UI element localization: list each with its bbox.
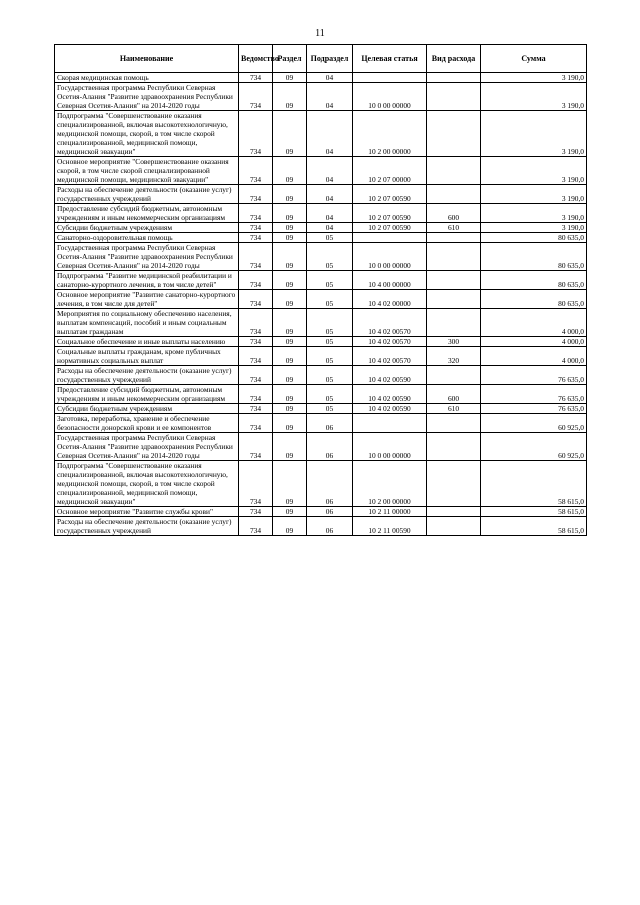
- cell-dept: 734: [239, 309, 273, 337]
- cell-sum: 80 635,0: [481, 243, 587, 271]
- table-row: [55, 233, 587, 243]
- cell-sum: 3 190,0: [481, 111, 587, 157]
- table-body: [55, 73, 587, 536]
- cell-section: 09: [273, 414, 307, 433]
- header-name: Наименование: [55, 45, 239, 73]
- cell-subsection: 05: [307, 404, 353, 414]
- cell-section: 09: [273, 385, 307, 404]
- cell-subsection: 04: [307, 157, 353, 185]
- table-row: [55, 414, 587, 433]
- cell-target: 10 2 11 00590: [353, 517, 427, 536]
- cell-target: 10 4 00 00000: [353, 271, 427, 290]
- cell-exp-type: [427, 461, 481, 507]
- cell-target: 10 2 00 00000: [353, 461, 427, 507]
- cell-name: Заготовка, переработка, хранение и обеспечение безопасности донорской крови и ее компонентов: [55, 414, 239, 433]
- cell-exp-type: 610: [427, 404, 481, 414]
- cell-subsection: 04: [307, 185, 353, 204]
- cell-sum: 76 635,0: [481, 366, 587, 385]
- cell-sum: 76 635,0: [481, 385, 587, 404]
- cell-target: 10 4 02 00000: [353, 290, 427, 309]
- cell-section: 09: [273, 433, 307, 461]
- cell-section: 09: [273, 204, 307, 223]
- table-row: [55, 157, 587, 185]
- cell-dept: 734: [239, 461, 273, 507]
- cell-subsection: 06: [307, 517, 353, 536]
- cell-dept: 734: [239, 233, 273, 243]
- cell-sum: 80 635,0: [481, 290, 587, 309]
- cell-dept: 734: [239, 271, 273, 290]
- cell-name: Расходы на обеспечение деятельности (оказание услуг) государственных учреждений: [55, 366, 239, 385]
- cell-name: Основное мероприятие "Совершенствование оказания скорой, в том числе скорой специализированной медицинской помощи, медицинской эвакуации": [55, 157, 239, 185]
- cell-name: Субсидии бюджетным учреждениям: [55, 223, 239, 233]
- cell-dept: 734: [239, 414, 273, 433]
- cell-target: 10 4 02 00590: [353, 366, 427, 385]
- cell-exp-type: 600: [427, 204, 481, 223]
- table-row: [55, 461, 587, 507]
- header-exp-type: Вид расхода: [427, 45, 481, 73]
- cell-dept: 734: [239, 517, 273, 536]
- cell-dept: 734: [239, 385, 273, 404]
- cell-subsection: 05: [307, 233, 353, 243]
- cell-sum: 80 635,0: [481, 271, 587, 290]
- header-subsection: Подраздел: [307, 45, 353, 73]
- cell-sum: 58 615,0: [481, 507, 587, 517]
- cell-target: 10 2 11 00000: [353, 507, 427, 517]
- cell-subsection: 04: [307, 73, 353, 83]
- cell-sum: 58 615,0: [481, 517, 587, 536]
- cell-exp-type: [427, 290, 481, 309]
- cell-exp-type: [427, 233, 481, 243]
- cell-dept: 734: [239, 507, 273, 517]
- cell-exp-type: [427, 271, 481, 290]
- cell-name: Основное мероприятие "Развитие санаторно-курортного лечения, в том числе для детей": [55, 290, 239, 309]
- table-row: [55, 347, 587, 366]
- cell-section: 09: [273, 517, 307, 536]
- cell-sum: 3 190,0: [481, 83, 587, 111]
- cell-sum: 3 190,0: [481, 204, 587, 223]
- cell-target: 10 2 00 00000: [353, 111, 427, 157]
- cell-section: 09: [273, 309, 307, 337]
- cell-section: 09: [273, 347, 307, 366]
- cell-exp-type: [427, 111, 481, 157]
- header-sum: Сумма: [481, 45, 587, 73]
- cell-name: Скорая медицинская помощь: [55, 73, 239, 83]
- cell-dept: 734: [239, 404, 273, 414]
- page-number: 11: [315, 28, 325, 39]
- cell-subsection: 05: [307, 309, 353, 337]
- cell-dept: 734: [239, 185, 273, 204]
- cell-sum: 80 635,0: [481, 233, 587, 243]
- table-row: [55, 337, 587, 347]
- cell-dept: 734: [239, 433, 273, 461]
- cell-sum: 60 925,0: [481, 414, 587, 433]
- cell-target: 10 4 02 00570: [353, 337, 427, 347]
- cell-target: [353, 233, 427, 243]
- table-row: [55, 366, 587, 385]
- cell-subsection: 05: [307, 290, 353, 309]
- cell-exp-type: [427, 157, 481, 185]
- table-row: [55, 385, 587, 404]
- cell-subsection: 05: [307, 347, 353, 366]
- cell-dept: 734: [239, 157, 273, 185]
- cell-section: 09: [273, 290, 307, 309]
- cell-name: Государственная программа Республики Северная Осетия-Алания "Развитие здравоохранения Республики Северная Осетия-Алания" на 2014-2020 годы: [55, 433, 239, 461]
- cell-subsection: 06: [307, 507, 353, 517]
- cell-subsection: 06: [307, 414, 353, 433]
- table-header-row: [55, 45, 587, 73]
- cell-section: 09: [273, 111, 307, 157]
- cell-subsection: 05: [307, 366, 353, 385]
- cell-exp-type: [427, 517, 481, 536]
- cell-exp-type: [427, 83, 481, 111]
- cell-subsection: 04: [307, 83, 353, 111]
- cell-exp-type: [427, 73, 481, 83]
- table-row: [55, 507, 587, 517]
- cell-name: Расходы на обеспечение деятельности (оказание услуг) государственных учреждений: [55, 185, 239, 204]
- cell-subsection: 04: [307, 204, 353, 223]
- budget-table: [54, 44, 587, 536]
- cell-sum: 60 925,0: [481, 433, 587, 461]
- cell-target: 10 0 00 00000: [353, 243, 427, 271]
- cell-target: 10 0 00 00000: [353, 433, 427, 461]
- cell-exp-type: [427, 185, 481, 204]
- cell-sum: 58 615,0: [481, 461, 587, 507]
- cell-sum: 4 000,0: [481, 309, 587, 337]
- cell-name: Социальное обеспечение и иные выплаты населению: [55, 337, 239, 347]
- table-row: [55, 83, 587, 111]
- cell-section: 09: [273, 337, 307, 347]
- cell-section: 09: [273, 83, 307, 111]
- table-row: [55, 404, 587, 414]
- cell-sum: 3 190,0: [481, 185, 587, 204]
- cell-subsection: 05: [307, 271, 353, 290]
- table-row: [55, 271, 587, 290]
- cell-section: 09: [273, 461, 307, 507]
- cell-subsection: 05: [307, 337, 353, 347]
- cell-section: 09: [273, 404, 307, 414]
- cell-exp-type: 600: [427, 385, 481, 404]
- table-row: [55, 517, 587, 536]
- cell-exp-type: 300: [427, 337, 481, 347]
- table-row: [55, 111, 587, 157]
- cell-dept: 734: [239, 111, 273, 157]
- cell-section: 09: [273, 507, 307, 517]
- table-row: [55, 223, 587, 233]
- cell-section: 09: [273, 157, 307, 185]
- cell-exp-type: [427, 414, 481, 433]
- cell-section: 09: [273, 185, 307, 204]
- cell-name: Субсидии бюджетным учреждениям: [55, 404, 239, 414]
- table-row: [55, 73, 587, 83]
- cell-subsection: 05: [307, 243, 353, 271]
- cell-section: 09: [273, 223, 307, 233]
- cell-name: Мероприятия по социальному обеспечению населения, выплатам компенсаций, пособий и иным социальным выплатам гражданам: [55, 309, 239, 337]
- cell-dept: 734: [239, 204, 273, 223]
- header-section: Раздел: [273, 45, 307, 73]
- cell-target: 10 4 02 00570: [353, 347, 427, 366]
- cell-name: Подпрограмма "Совершенствование оказания специализированной, включая высокотехнологичную, медицинской помощи, скорой, в том числе скорой специализированной, медицинской помощи, медицинской эвакуации": [55, 111, 239, 157]
- table-row: [55, 185, 587, 204]
- cell-target: [353, 73, 427, 83]
- cell-dept: 734: [239, 83, 273, 111]
- table-row: [55, 290, 587, 309]
- cell-exp-type: [427, 433, 481, 461]
- cell-target: 10 2 07 00590: [353, 185, 427, 204]
- cell-name: Предоставление субсидий бюджетным, автономным учреждениям и иным некоммерческим организациям: [55, 204, 239, 223]
- table-row: [55, 433, 587, 461]
- cell-section: 09: [273, 73, 307, 83]
- cell-name: Подпрограмма "Развитие медицинской реабилитации и санаторно-курортного лечения, в том числе детей": [55, 271, 239, 290]
- cell-subsection: 04: [307, 111, 353, 157]
- cell-sum: 3 190,0: [481, 73, 587, 83]
- cell-subsection: 06: [307, 433, 353, 461]
- cell-dept: 734: [239, 243, 273, 271]
- cell-name: Расходы на обеспечение деятельности (оказание услуг) государственных учреждений: [55, 517, 239, 536]
- cell-exp-type: [427, 366, 481, 385]
- cell-section: 09: [273, 233, 307, 243]
- cell-dept: 734: [239, 290, 273, 309]
- cell-dept: 734: [239, 73, 273, 83]
- table-row: [55, 243, 587, 271]
- table-row: [55, 309, 587, 337]
- cell-exp-type: [427, 243, 481, 271]
- cell-dept: 734: [239, 347, 273, 366]
- cell-name: Санаторно-оздоровительная помощь: [55, 233, 239, 243]
- cell-target: 10 2 07 00000: [353, 157, 427, 185]
- cell-name: Социальные выплаты гражданам, кроме публичных нормативных социальных выплат: [55, 347, 239, 366]
- cell-subsection: 04: [307, 223, 353, 233]
- cell-section: 09: [273, 271, 307, 290]
- cell-name: Государственная программа Республики Северная Осетия-Алания "Развитие здравоохранения Республики Северная Осетия-Алания" на 2014-2020 годы: [55, 83, 239, 111]
- cell-name: Подпрограмма "Совершенствование оказания специализированной, включая высокотехнологичную, медицинской помощи, скорой, в том числе скорой специализированной, медицинской помощи, медицинской эвакуации": [55, 461, 239, 507]
- cell-section: 09: [273, 366, 307, 385]
- cell-target: 10 4 02 00590: [353, 385, 427, 404]
- cell-exp-type: [427, 309, 481, 337]
- cell-section: 09: [273, 243, 307, 271]
- table-row: [55, 204, 587, 223]
- header-target: Целевая статья: [353, 45, 427, 73]
- cell-exp-type: 610: [427, 223, 481, 233]
- cell-target: 10 2 07 00590: [353, 223, 427, 233]
- cell-subsection: 05: [307, 385, 353, 404]
- cell-sum: 3 190,0: [481, 223, 587, 233]
- cell-target: 10 4 02 00590: [353, 404, 427, 414]
- cell-target: 10 2 07 00590: [353, 204, 427, 223]
- cell-exp-type: 320: [427, 347, 481, 366]
- cell-sum: 4 000,0: [481, 337, 587, 347]
- cell-subsection: 06: [307, 461, 353, 507]
- cell-target: 10 4 02 00570: [353, 309, 427, 337]
- cell-dept: 734: [239, 337, 273, 347]
- cell-name: Государственная программа Республики Северная Осетия-Алания "Развитие здравоохранения Республики Северная Осетия-Алания" на 2014-2020 годы: [55, 243, 239, 271]
- cell-name: Предоставление субсидий бюджетным, автономным учреждениям и иным некоммерческим организациям: [55, 385, 239, 404]
- cell-sum: 3 190,0: [481, 157, 587, 185]
- cell-target: 10 0 00 00000: [353, 83, 427, 111]
- cell-name: Основное мероприятие "Развитие службы крови": [55, 507, 239, 517]
- cell-sum: 76 635,0: [481, 404, 587, 414]
- header-dept: Ведомство: [239, 45, 273, 73]
- cell-exp-type: [427, 507, 481, 517]
- cell-dept: 734: [239, 223, 273, 233]
- cell-target: [353, 414, 427, 433]
- cell-sum: 4 000,0: [481, 347, 587, 366]
- cell-dept: 734: [239, 366, 273, 385]
